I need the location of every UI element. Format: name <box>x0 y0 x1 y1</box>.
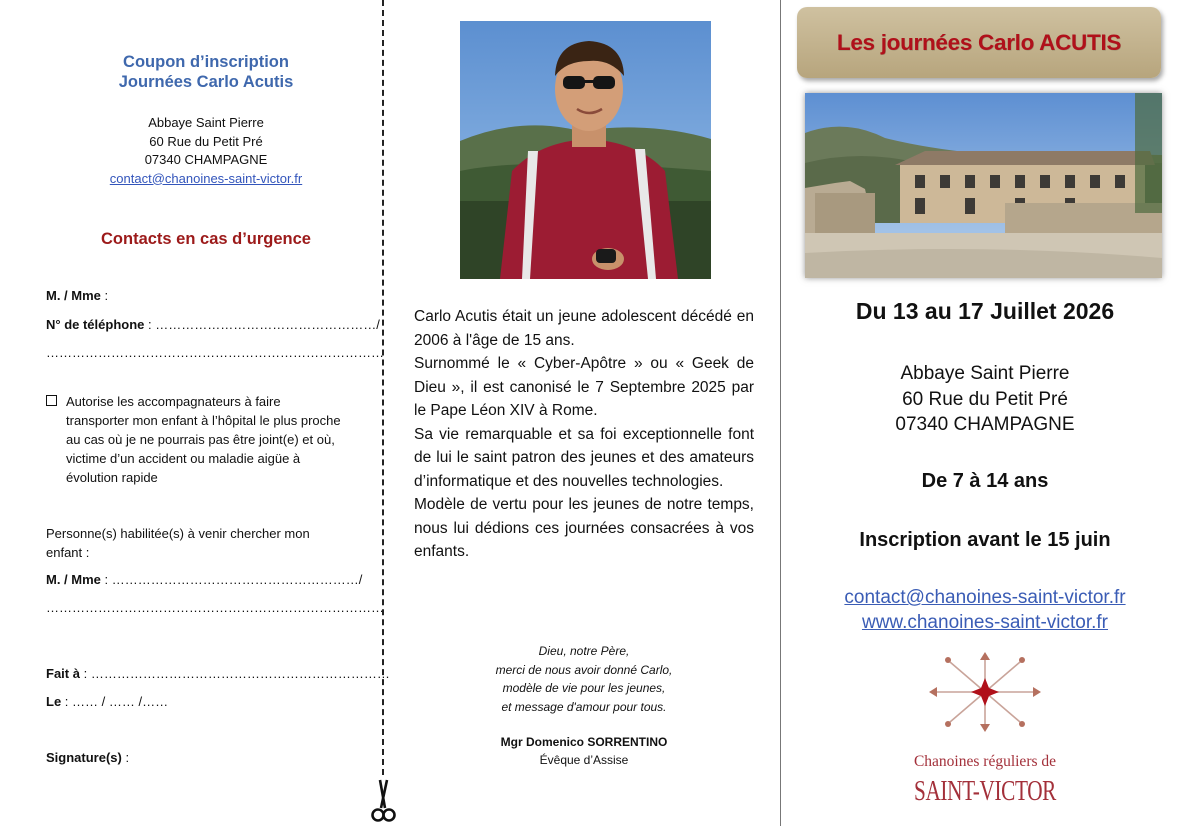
signature-field <box>46 748 129 767</box>
event-address-line3: 07340 CHAMPAGNE <box>895 414 1075 435</box>
event-ages: De 7 à 14 ans <box>921 470 1049 492</box>
logo-text-line2: SAINT-VICTOR <box>914 775 1057 807</box>
prayer-line-3: modèle de vie pour les jeunes, <box>502 681 666 695</box>
dotted-line: …………………………………………………………………… <box>46 345 384 360</box>
urgence-title: Contacts en cas d’urgence <box>101 230 311 248</box>
prayer-author <box>414 733 754 769</box>
coupon-address-line3: 07340 CHAMPAGNE <box>144 152 268 167</box>
bio-paragraph-4: Modèle de vertu pour les jeunes de notre temps, nous lui dédions ces journées consacrées à vos enfants. <box>414 496 754 560</box>
coupon-address-line2: 60 Rue du Petit Pré <box>149 133 263 149</box>
fleur-cross-icon <box>929 652 1041 732</box>
phone-label: N° de téléphone <box>46 317 145 332</box>
carlo-acutis-photo <box>460 21 711 279</box>
coupon-title <box>0 52 412 92</box>
authorized-persons-text: Personne(s) habilitée(s) à venir chercher mon enfant : <box>46 526 310 560</box>
author-title: Évêque d’Assise <box>539 753 629 767</box>
logo-text-line1: Chanoines réguliers de <box>913 753 1057 770</box>
coupon-address-line1: Abbaye Saint Pierre <box>148 115 264 130</box>
authorized-name-field <box>46 570 362 589</box>
bio-text <box>414 305 754 564</box>
prayer-line-1: Dieu, notre Père, <box>538 644 630 658</box>
authorized-name-value: : …………………………………………………/ <box>104 572 363 587</box>
fait-value: : …………………………………………………………… <box>83 666 390 681</box>
authorized-name-label: M. / Mme <box>46 572 101 587</box>
signature-label: Signature(s) <box>46 750 122 765</box>
fait-field <box>46 664 390 683</box>
abbey-photo <box>805 93 1162 278</box>
event-address-line2: 60 Rue du Petit Pré <box>902 388 1068 410</box>
coupon-email-link[interactable]: contact@chanoines-saint-victor.fr <box>109 170 303 186</box>
date-value: : …… / …… /…… <box>64 694 169 709</box>
author-name: Mgr Domenico SORRENTINO <box>500 735 668 749</box>
dotted-line-2: …………………………………………………………………… <box>46 600 384 615</box>
event-address <box>790 361 1180 438</box>
event-title: Les journées Carlo ACUTIS <box>836 29 1122 55</box>
title-banner <box>797 7 1161 78</box>
prayer <box>414 642 754 716</box>
prayer-line-2: merci de nous avoir donné Carlo, <box>495 662 673 677</box>
phone-field <box>46 315 380 334</box>
contact-name-label: M. / Mme <box>46 288 101 303</box>
bio-paragraph-3: Sa vie remarquable et sa foi exceptionnelle font de lui le saint patron des jeunes et des amateurs d’informatique et des nouvelles technologies. <box>414 425 754 490</box>
coupon-title-line2: Journées Carlo Acutis <box>118 73 294 91</box>
bio-paragraph-2: Surnommé le « Cyber-Apôtre » ou « Geek de Dieu », il est canonisé le 7 Septembre 2025 par le Pape Léon XIV à Rome. <box>414 355 754 419</box>
date-label: Le <box>46 694 62 709</box>
saint-victor-logo <box>905 648 1065 818</box>
contact-name-field <box>46 286 108 305</box>
fait-label: Fait à <box>46 666 80 681</box>
contact-links <box>790 585 1180 635</box>
cut-line <box>382 0 384 775</box>
website-link[interactable]: www.chanoines-saint-victor.fr <box>861 612 1109 633</box>
checkbox-icon[interactable] <box>46 395 57 406</box>
signature-value: : <box>125 750 130 765</box>
contact-name-value: : <box>104 288 109 303</box>
coupon-title-line1: Coupon d’inscription <box>123 53 289 71</box>
panel-divider <box>780 0 781 826</box>
coupon-address <box>0 114 412 188</box>
date-field <box>46 692 168 711</box>
scissors-icon <box>367 778 399 826</box>
event-email-link[interactable]: contact@chanoines-saint-victor.fr <box>844 587 1126 608</box>
registration-deadline: Inscription avant le 15 juin <box>859 529 1111 551</box>
consent-checkbox-row[interactable] <box>46 392 346 487</box>
bio-paragraph-1: Carlo Acutis était un jeune adolescent décédé en 2006 à l'âge de 15 ans. <box>414 308 754 349</box>
event-address-line1: Abbaye Saint Pierre <box>900 363 1070 384</box>
prayer-line-4: et message d'amour pour tous. <box>501 699 667 714</box>
event-dates: Du 13 au 17 Juillet 2026 <box>855 298 1115 324</box>
consent-text: Autorise les accompagnateurs à faire transporter mon enfant à l’hôpital le plus proche au cas où je ne pourrais pas être joint(e) et où, victime d’un accident ou maladie aigüe à évolution rapide <box>66 394 341 485</box>
phone-value: : ……………………………………………/ <box>148 317 380 332</box>
